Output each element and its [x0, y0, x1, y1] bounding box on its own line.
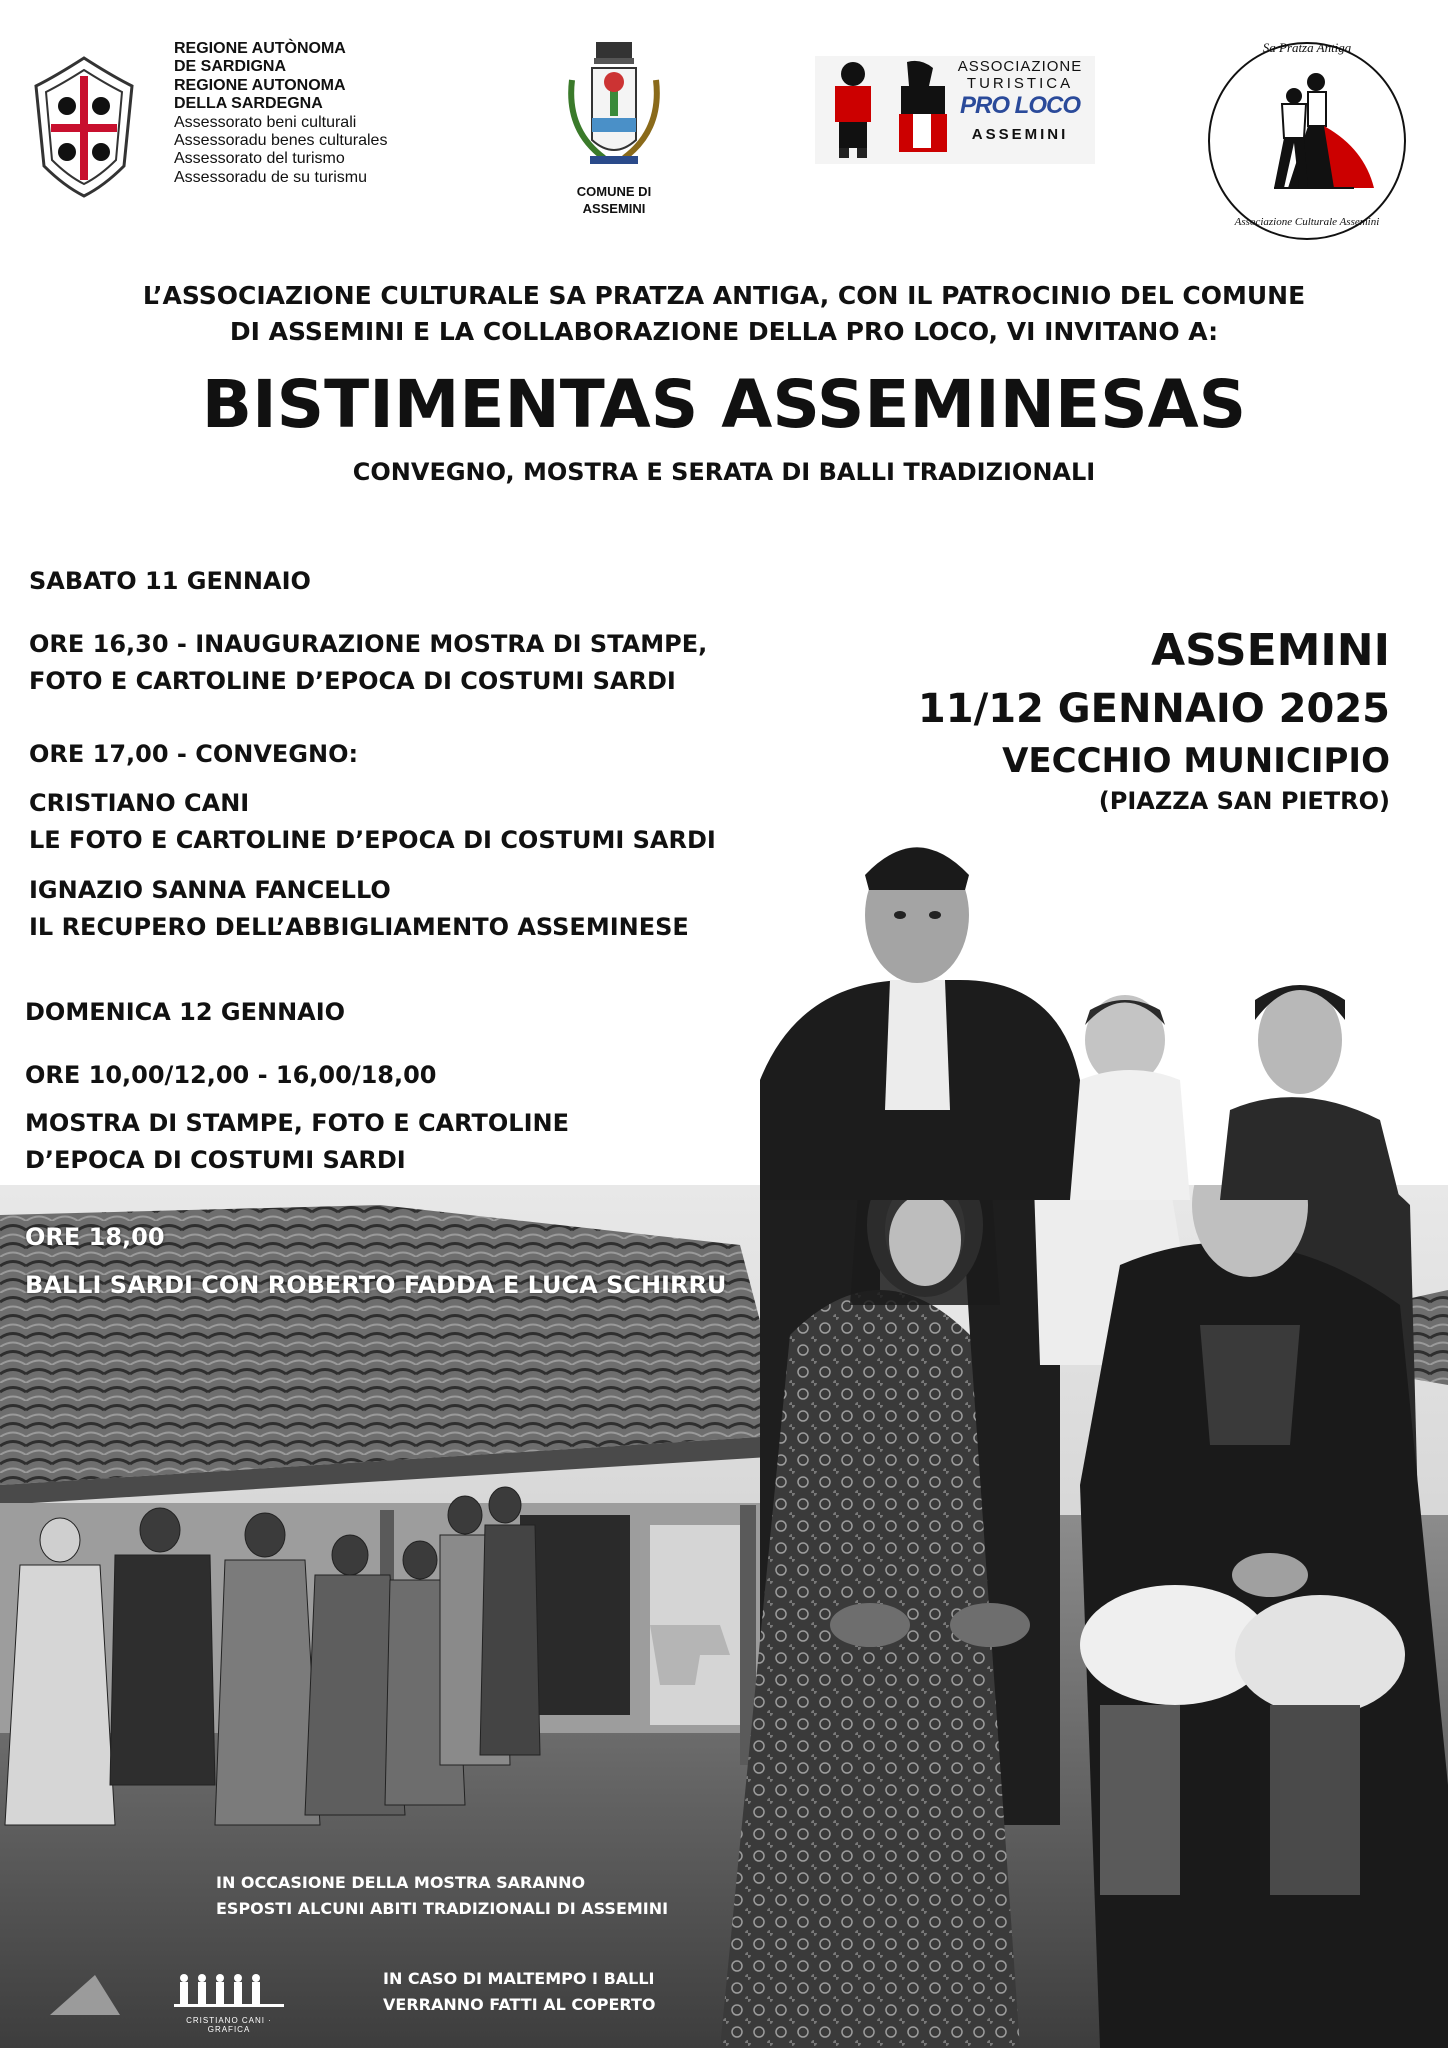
note-line: ESPOSTI ALCUNI ABITI TRADIZIONALI DI ASSEMINI [216, 1898, 669, 1918]
intro-line: DI ASSEMINI E LA COLLABORAZIONE DELLA PRO LOCO, VI INVITANO A: [229, 317, 1219, 347]
talk-title: IL RECUPERO DELL’ABBIGLIAMENTO ASSEMINESE [29, 913, 689, 941]
association-logo [1204, 38, 1410, 244]
program-item [29, 872, 689, 946]
program-item: ORE 18,00 [25, 1223, 165, 1251]
note-line: IN CASO DI MALTEMPO I BALLI [383, 1969, 655, 1988]
proloco-line1: ASSOCIAZIONE [957, 58, 1083, 75]
region-name-line: REGIONE AUTONOMA [174, 76, 346, 94]
program-item: ORE 10,00/12,00 - 16,00/18,00 [25, 1061, 437, 1089]
talk-title: LE FOTO E CARTOLINE D’EPOCA DI COSTUMI SARDI [29, 826, 716, 854]
program-item: ORE 17,00 - CONVEGNO: [29, 740, 359, 768]
region-name-line: DELLA SARDEGNA [174, 95, 323, 113]
region-name-line: DE SARDIGNA [174, 58, 287, 76]
speaker-name: IGNAZIO SANNA FANCELLO [29, 876, 391, 904]
dancers-icon [174, 1972, 284, 2012]
program-line: ORE 16,30 - INAUGURAZIONE MOSTRA DI STAMPE, [29, 630, 708, 658]
event-dates: 11/12 GENNAIO 2025 [917, 686, 1390, 732]
program-line: MOSTRA DI STAMPE, FOTO E CARTOLINE [25, 1109, 570, 1137]
event-square: (PIAZZA SAN PIETRO) [1098, 787, 1390, 815]
proloco-logo [815, 56, 1095, 164]
proloco-brand: PRO LOCO [959, 92, 1080, 119]
costume-figures-icon [821, 58, 951, 162]
event-city: ASSEMINI [1151, 625, 1390, 676]
department-line: Assessorato beni culturali [174, 113, 357, 131]
association-top-text: Sa Pratza Antiga [1262, 40, 1352, 55]
association-bottom-text: Associazione Culturale Assemini [1234, 216, 1380, 228]
event-venue: VECCHIO MUNICIPIO [1002, 741, 1390, 781]
day-heading: DOMENICA 12 GENNAIO [25, 998, 346, 1026]
note-line: IN OCCASIONE DELLA MOSTRA SARANNO [216, 1873, 586, 1892]
program-item: BALLI SARDI CON ROBERTO FADDA E LUCA SCHIRRU [25, 1271, 727, 1299]
day-heading: SABATO 11 GENNAIO [29, 567, 311, 595]
department-line: Assessorato del turismo [174, 150, 345, 168]
program-item [29, 785, 716, 859]
program-item [25, 1105, 569, 1179]
program-line: D’EPOCA DI COSTUMI SARDI [25, 1146, 406, 1174]
exhibit-note [216, 1870, 668, 1921]
proloco-line3: ASSEMINI [971, 126, 1069, 143]
intro-text [0, 278, 1448, 351]
comune-logo [560, 40, 668, 218]
region-emblem [34, 56, 134, 202]
department-line: Assessoradu benes culturales [174, 131, 388, 149]
weather-note [383, 1966, 656, 2017]
program-item [29, 626, 707, 700]
credit-text: CRISTIANO CANI · GRAFICA [186, 2016, 272, 2034]
speaker-name: CRISTIANO CANI [29, 789, 250, 817]
designer-credit [170, 1972, 288, 2034]
portrait-upper [760, 830, 1448, 1200]
department-line: Assessoradu de su turismu [174, 168, 367, 186]
comune-crest-icon [564, 40, 664, 180]
page-title: BISTIMENTAS ASSEMINESAS [201, 366, 1247, 443]
comune-label: COMUNE DI [576, 184, 652, 199]
region-name-line: REGIONE AUTÒNOMA [174, 40, 346, 57]
comune-name: ASSEMINI [582, 200, 646, 216]
region-logo-text [174, 40, 387, 187]
program-line: FOTO E CARTOLINE D’EPOCA DI COSTUMI SARDI [29, 667, 676, 695]
page-subtitle: CONVEGNO, MOSTRA E SERATA DI BALLI TRADIZIONALI [352, 458, 1096, 486]
proloco-line2: TURISTICA [966, 75, 1074, 92]
note-line: VERRANNO FATTI AL COPERTO [383, 1994, 656, 2014]
intro-line: L’ASSOCIAZIONE CULTURALE SA PRATZA ANTIGA, CON IL PATROCINIO DEL COMUNE [142, 281, 1306, 310]
event-location-block [690, 622, 1390, 818]
